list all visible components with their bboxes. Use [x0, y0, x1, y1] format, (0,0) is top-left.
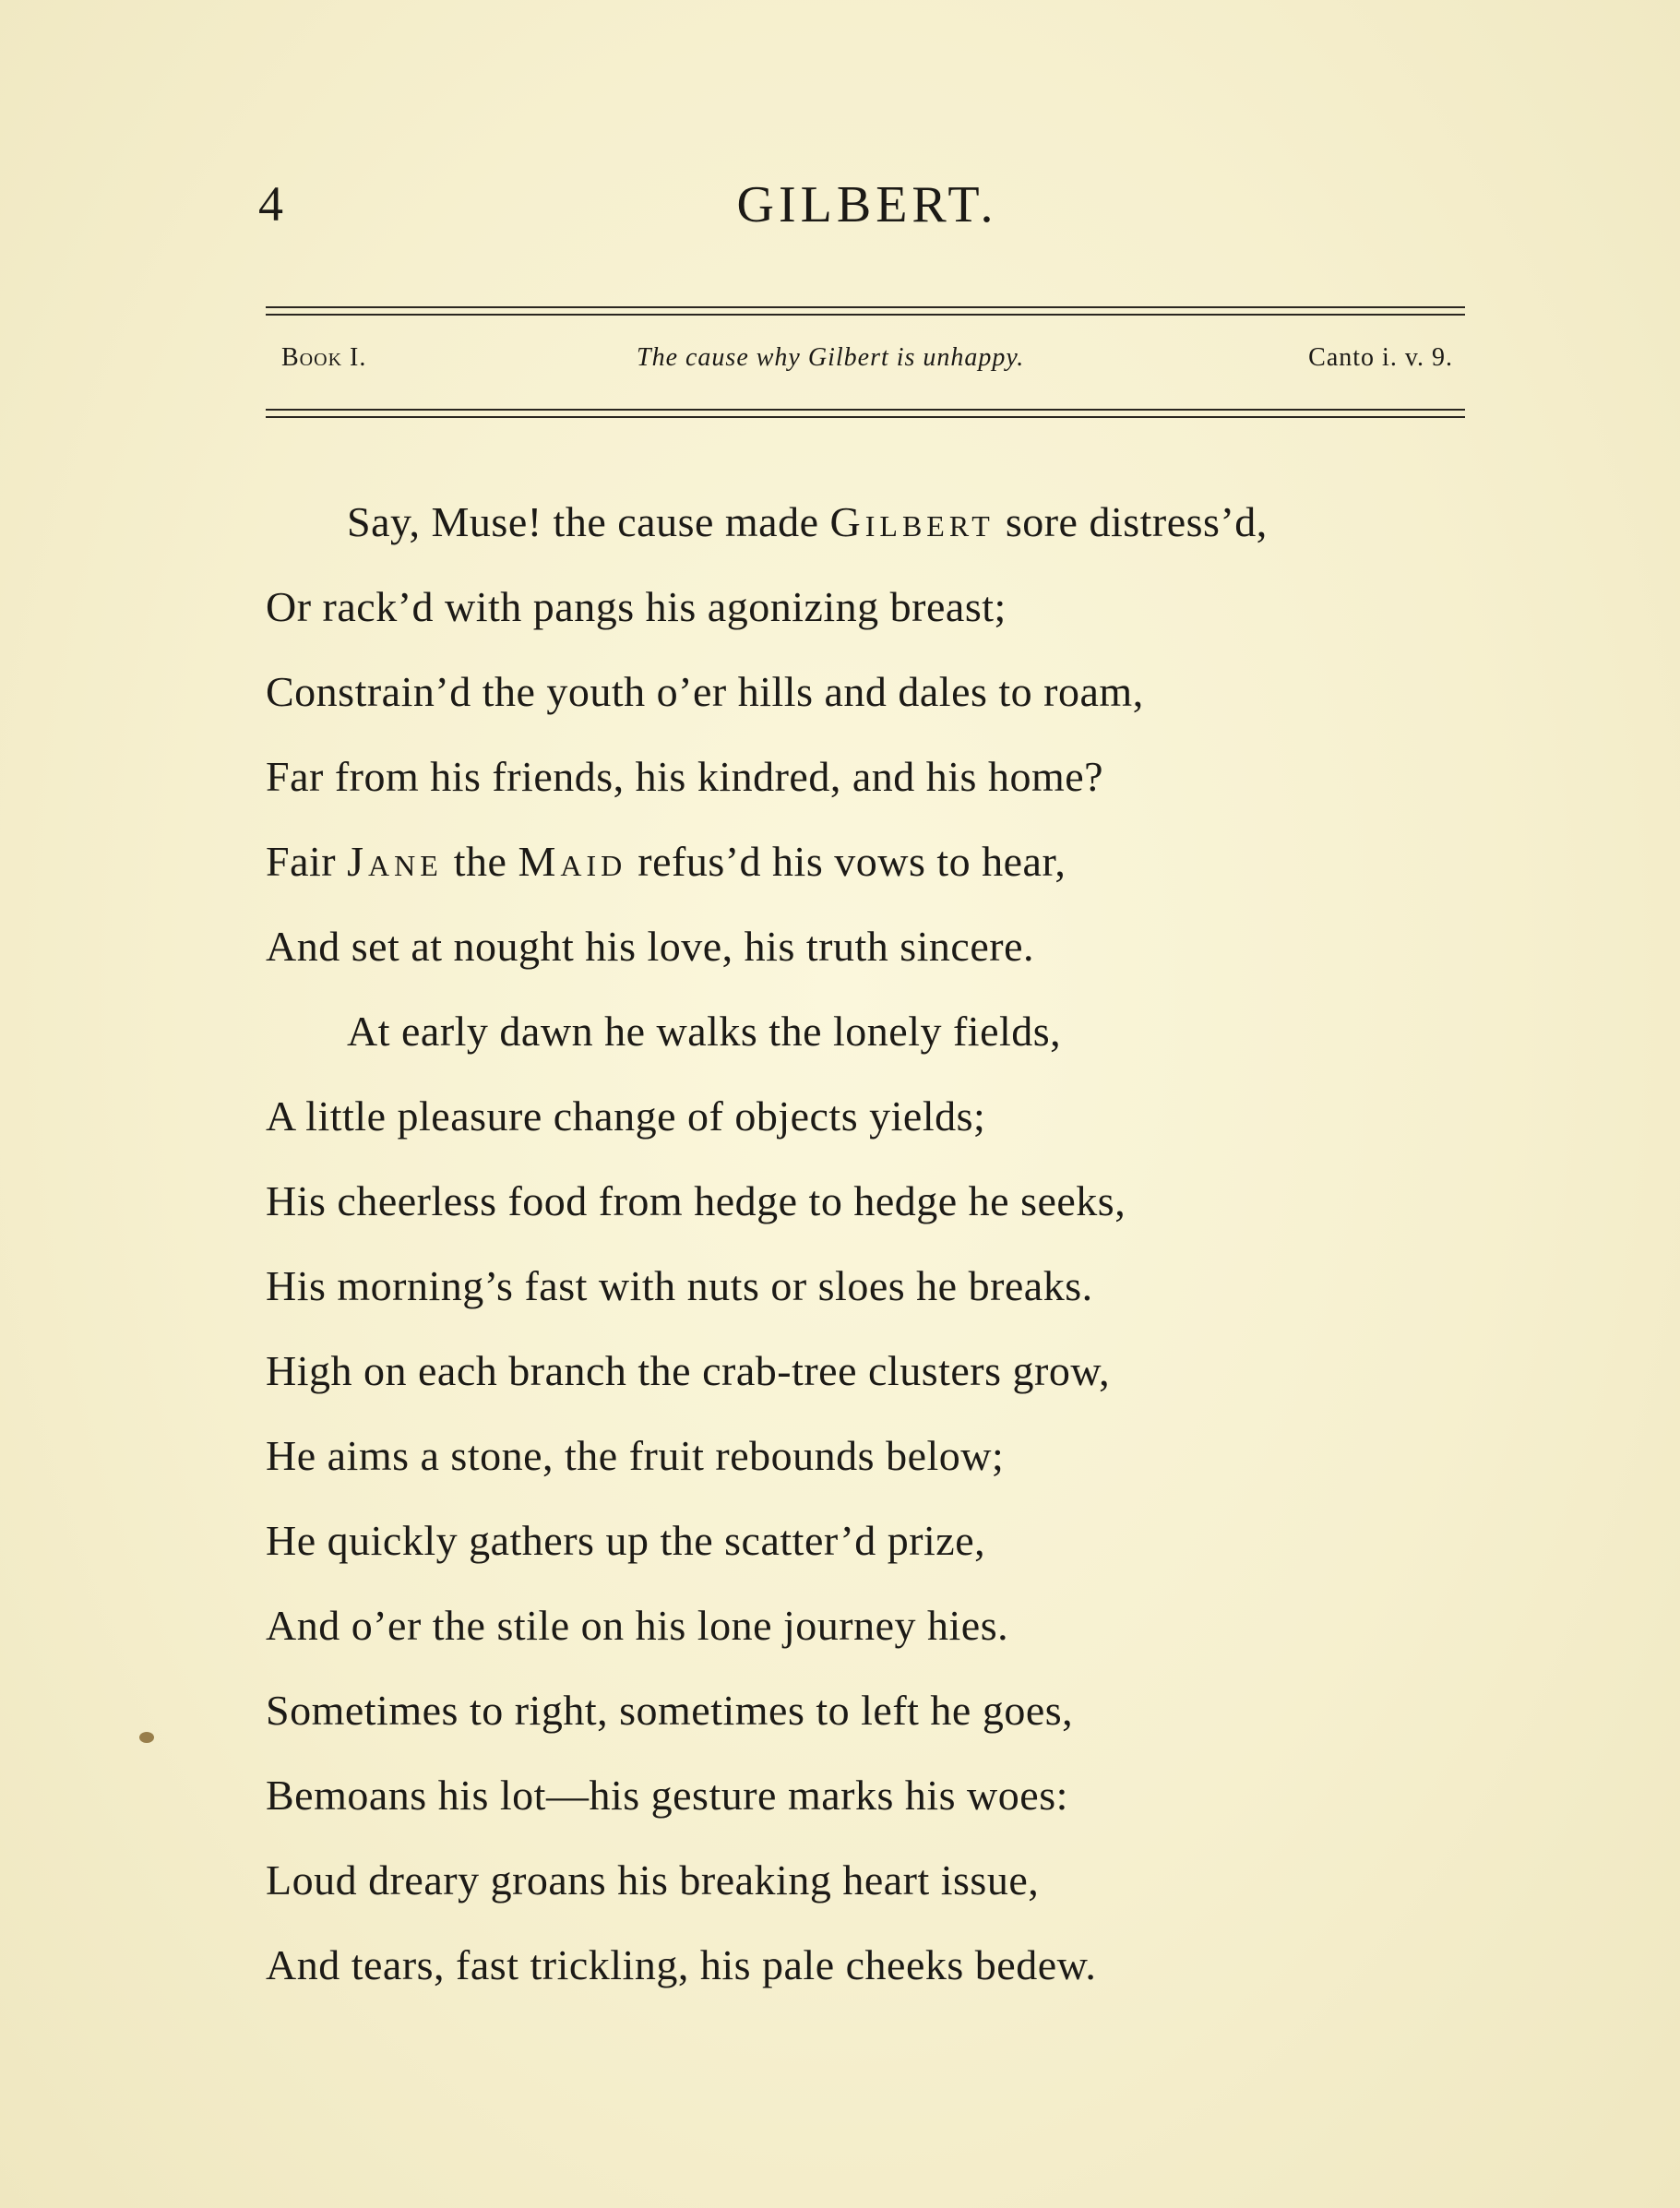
section-subheader: [281, 343, 1453, 389]
line-text: refus’d his vows to hear,: [626, 838, 1066, 885]
character-name-jane: Jane: [347, 838, 443, 885]
poem-line: A little pleasure change of objects yields;: [266, 1092, 986, 1140]
poem-line: High on each branch the crab-tree clusters grow,: [266, 1347, 1111, 1394]
poem-line: Sometimes to right, sometimes to left he goes,: [266, 1687, 1074, 1734]
line-text: Say, Muse! the cause made: [347, 498, 830, 545]
poem-line: His cheerless food from hedge to hedge he seeks,: [266, 1177, 1126, 1224]
topic-label: The cause why Gilbert is unhappy.: [637, 343, 1025, 372]
poem-line: His morning’s fast with nuts or sloes he breaks.: [266, 1262, 1093, 1309]
poem-line: Far from his friends, his kindred, and his home?: [266, 753, 1104, 800]
line-text: Fair: [266, 838, 348, 885]
poem-line: At early dawn he walks the lonely fields,: [347, 1008, 1062, 1055]
poem-line: Loud dreary groans his breaking heart issue,: [266, 1856, 1040, 1904]
page-title: GILBERT.: [736, 176, 998, 233]
poem-stanza: [266, 480, 1493, 2008]
poem-line: And tears, fast trickling, his pale cheeks bedew.: [266, 1941, 1097, 1988]
line-text: the: [442, 838, 518, 885]
poem-line: [266, 480, 1493, 565]
ink-blot-mark: [139, 1732, 154, 1743]
bottom-double-rule-upper: [266, 409, 1465, 411]
top-double-rule-lower: [266, 314, 1465, 316]
book-label: Book I.: [281, 343, 367, 372]
poem-line: He quickly gathers up the scatter’d prize,: [266, 1517, 986, 1564]
character-name-gilbert: Gilbert: [829, 498, 995, 545]
poem-line: Constrain’d the youth o’er hills and dales to roam,: [266, 668, 1144, 715]
bottom-double-rule-lower: [266, 416, 1465, 418]
poem-line: And o’er the stile on his lone journey hies.: [266, 1602, 1009, 1649]
running-head: [258, 175, 1467, 249]
poem-line: [266, 819, 1493, 904]
character-title-maid: Maid: [518, 838, 627, 885]
poem-line: And set at nought his love, his truth sincere.: [266, 923, 1034, 970]
poem-line: He aims a stone, the fruit rebounds below;: [266, 1432, 1005, 1479]
line-text: sore distress’d,: [994, 498, 1268, 545]
canto-label: Canto i. v. 9.: [1308, 343, 1453, 372]
top-double-rule-upper: [266, 306, 1465, 308]
page-number: 4: [258, 176, 284, 232]
poem-line: Bemoans his lot—his gesture marks his woes:: [266, 1772, 1068, 1819]
poem-line: Or rack’d with pangs his agonizing breast;: [266, 583, 1007, 630]
